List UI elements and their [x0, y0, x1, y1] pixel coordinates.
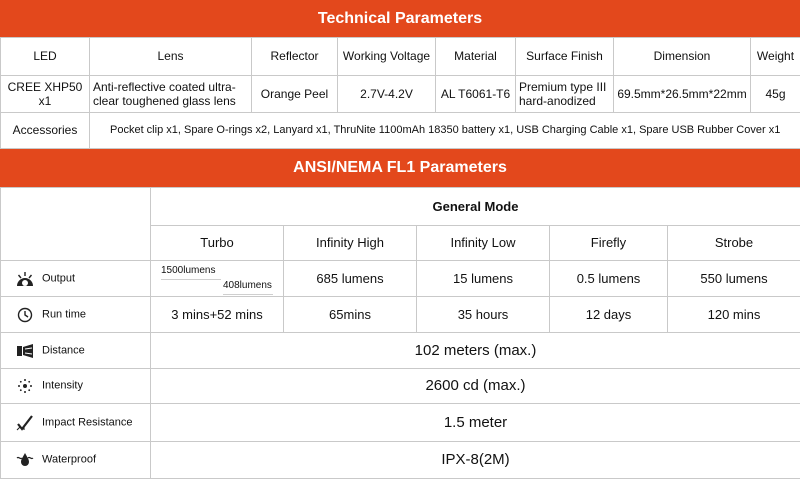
runtime-strobe: 120 mins — [668, 297, 800, 333]
mode-infinity-low: Infinity Low — [417, 226, 550, 261]
runtime-turbo: 3 mins+52 mins — [151, 297, 284, 333]
accessories-value: Pocket clip x1, Spare O-rings x2, Lanyard x1, ThruNite 1100mAh 18350 battery x1, USB Charging Cable x1, Spare USB Rubber Cover x1 — [90, 113, 800, 149]
output-infinity-low: 15 lumens — [417, 261, 550, 297]
header-surface-finish: Surface Finish — [516, 38, 614, 76]
tech-values-row — [1, 76, 800, 113]
mode-infinity-high: Infinity High — [284, 226, 417, 261]
header-working-voltage: Working Voltage — [338, 38, 436, 76]
accessories-label: Accessories — [1, 113, 90, 149]
sun-burst-icon — [16, 271, 34, 287]
general-mode-row — [1, 188, 800, 226]
output-firefly: 0.5 lumens — [550, 261, 668, 297]
value-reflector: Orange Peel — [252, 76, 338, 113]
output-turbo — [151, 261, 284, 297]
intensity-label: Intensity — [42, 379, 83, 392]
runtime-label-cell — [1, 297, 151, 333]
runtime-row — [1, 297, 800, 333]
intensity-label-cell — [1, 369, 151, 404]
distance-label-cell — [1, 333, 151, 369]
output-row — [1, 261, 800, 297]
impact-icon — [16, 415, 34, 431]
value-material: AL T6061-T6 — [436, 76, 516, 113]
intensity-value: 2600 cd (max.) — [151, 369, 800, 404]
turbo-high-output: 1500lumens — [161, 265, 216, 276]
runtime-label: Run time — [42, 307, 87, 320]
impact-label-cell — [1, 404, 151, 442]
general-mode-header: General Mode — [151, 188, 800, 226]
impact-row — [1, 404, 800, 442]
mode-firefly: Firefly — [550, 226, 668, 261]
technical-parameters-title: Technical Parameters — [317, 9, 483, 27]
header-lens: Lens — [90, 38, 252, 76]
waterproof-row — [1, 442, 800, 479]
empty-corner — [1, 188, 151, 226]
turbo-low-underline — [223, 294, 273, 295]
output-label-cell — [1, 261, 151, 297]
value-dimension: 69.5mm*26.5mm*22mm — [614, 76, 751, 113]
distance-label: Distance — [42, 343, 85, 356]
output-infinity-high: 685 lumens — [284, 261, 417, 297]
beam-icon — [16, 343, 34, 359]
header-weight: Weight — [751, 38, 800, 76]
distance-value: 102 meters (max.) — [151, 333, 800, 369]
ansi-parameters-title: ANSI/NEMA FL1 Parameters — [293, 159, 507, 176]
mode-strobe: Strobe — [668, 226, 800, 261]
value-surface-finish: Premium type III hard-anodized — [516, 76, 614, 113]
output-label: Output — [42, 271, 76, 284]
turbo-low-output: 408lumens — [223, 280, 272, 291]
mode-turbo: Turbo — [151, 226, 284, 261]
output-strobe: 550 lumens — [668, 261, 800, 297]
header-material: Material — [436, 38, 516, 76]
technical-parameters-table — [0, 37, 800, 149]
waterproof-value: IPX-8(2M) — [151, 442, 800, 479]
header-reflector: Reflector — [252, 38, 338, 76]
value-working-voltage: 2.7V-4.2V — [338, 76, 436, 113]
tech-accessories-row — [1, 113, 800, 149]
technical-parameters-banner — [0, 0, 800, 37]
value-lens: Anti-reflective coated ultra-clear toughened glass lens — [90, 76, 252, 113]
value-led: CREE XHP50 x1 — [1, 76, 90, 113]
waterproof-label: Waterproof — [42, 453, 97, 466]
header-dimension: Dimension — [614, 38, 751, 76]
intensity-row — [1, 369, 800, 404]
tech-header-row — [1, 38, 800, 76]
empty-corner-lower — [1, 226, 151, 261]
runtime-infinity-low: 35 hours — [417, 297, 550, 333]
impact-value: 1.5 meter — [151, 404, 800, 442]
runtime-firefly: 12 days — [550, 297, 668, 333]
ansi-parameters-table — [0, 187, 800, 479]
crosshair-icon — [16, 378, 34, 394]
modes-row — [1, 226, 800, 261]
ansi-parameters-banner — [0, 149, 800, 187]
turbo-high-underline — [161, 279, 221, 280]
distance-row — [1, 333, 800, 369]
value-weight: 45g — [751, 76, 800, 113]
header-led: LED — [1, 38, 90, 76]
water-drop-icon — [16, 452, 34, 468]
clock-icon — [16, 307, 34, 323]
impact-label: Impact Resistance — [42, 415, 133, 428]
runtime-infinity-high: 65mins — [284, 297, 417, 333]
waterproof-label-cell — [1, 442, 151, 479]
